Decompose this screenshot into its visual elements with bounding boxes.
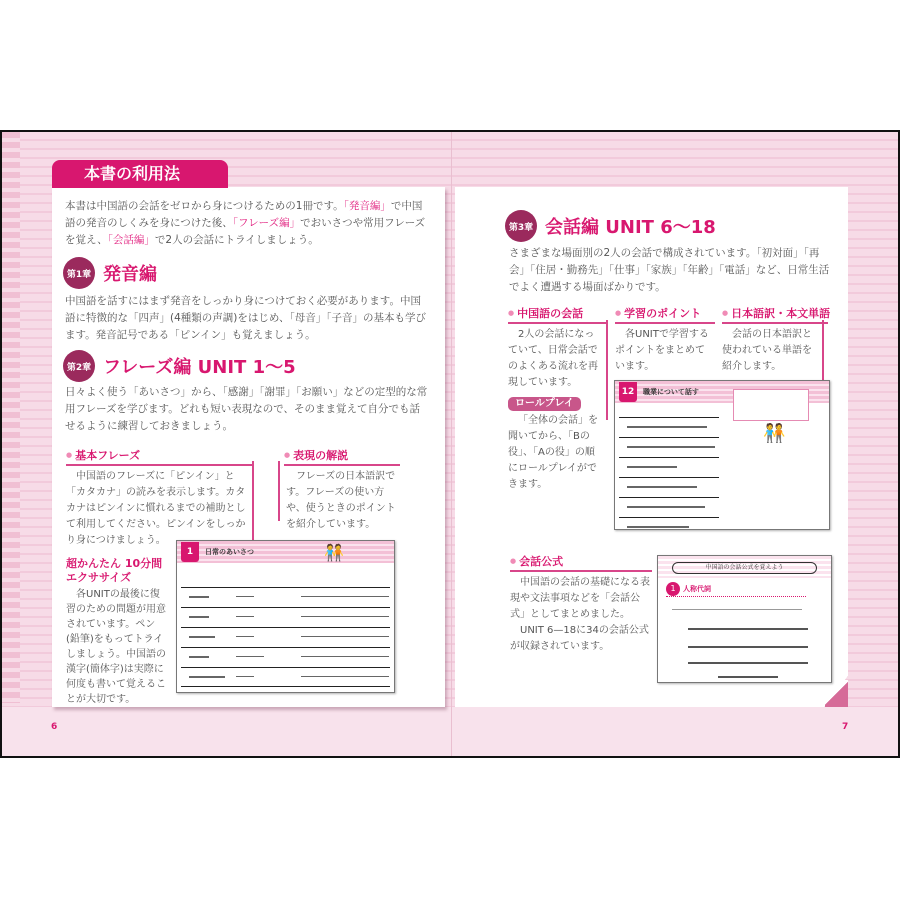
intro-emphasis: 「フレーズ編」: [232, 217, 301, 229]
roleplay-badge: ロールプレイ: [508, 397, 581, 411]
translation-label: ● 日本語訳・本文単語: [722, 305, 828, 324]
chapter-title: 会話編 UNIT 6～18: [545, 217, 716, 238]
exercise-text: 各UNITの最後に復習のための問題が用意されています。ペン(鉛筆)をもってトライしましょう。中国語の漢字(簡体字)は実際に何度も書いて覚えることが大切です。: [66, 589, 166, 705]
page-number: 6: [51, 722, 58, 732]
basic-phrase-label: ● 基本フレーズ: [66, 447, 254, 466]
formula-title: 人称代詞: [683, 585, 711, 593]
formula-column: [510, 553, 652, 655]
chapter-badge: 第3章: [505, 210, 537, 242]
chapter-badge: 第1章: [63, 257, 95, 289]
intro-text: [65, 198, 430, 249]
folded-corner: [825, 680, 848, 707]
formula-page-thumbnail: [657, 555, 832, 683]
point-label: ● 学習のポイント: [615, 305, 715, 324]
expression-column: [284, 447, 400, 533]
page-number: 7: [842, 722, 849, 732]
basic-phrase-column: [66, 447, 248, 707]
chapter1-text: 中国語を話すにはまず発音をしっかり身につけておく必要があります。中国語に特徴的な「四声」(4種類の声調)をはじめ、「母音」「子音」の基本も学びます。発音記号である「ピンイン」も覚えましょう。: [65, 295, 426, 341]
point-column: [615, 305, 715, 375]
intro-text-1: 本書は中国語の会話をゼロから身につけるための1冊です。: [65, 200, 344, 212]
intro-text-2: で中国語の発音のしくみを身につけた後、: [65, 200, 423, 229]
expression-text: フレーズの日本語訳です。フレーズの使い方や、使うときのポイントを紹介しています。: [286, 471, 396, 530]
basic-phrase-text: 中国語のフレーズに「ピンイン」と「カタカナ」の読みを表示します。カタカナはピンインに慣れるまでの補助として利用してください。ピンインをしっかり身につけましょう。: [66, 471, 246, 546]
intro-emphasis: 「発音編」: [343, 200, 391, 212]
conversation-label: ● 中国語の会話: [508, 305, 606, 324]
connector-line: [606, 320, 608, 420]
connector-line: [822, 320, 824, 380]
sample-page-thumbnail: [614, 380, 830, 530]
unit-title: 日常のあいさつ: [205, 548, 254, 556]
exercise-label: 超かんたん 10分間 エクササイズ: [66, 557, 163, 584]
conversation-text: 2人の会話になっていて、日常会話でのよくある流れを再現しています。: [508, 329, 598, 388]
chapter-title: 発音編: [103, 264, 157, 285]
chapter3-text: さまざまな場面別の2人の会話で構成されています。「初対面」「再会」「住居・勤務先」「仕事」「家族」「年齢」「電話」など、日常生活でよく遭遇する場面ばかりです。: [509, 247, 830, 293]
formula-text-count: UNIT 6—18に34の会話公式が収録されています。: [510, 625, 649, 652]
point-text: 各UNITで学習するポイントをまとめています。: [615, 329, 709, 372]
expression-label: ● 表現の解説: [284, 447, 400, 466]
chapter-title: フレーズ編 UNIT 1～5: [103, 357, 296, 378]
translation-text: 会話の日本語訳と使われている単語を紹介します。: [722, 329, 812, 372]
unit-title: 職業について話す: [643, 388, 699, 396]
page-footer-band: [2, 707, 898, 756]
characters-illustration-icon: 🧑‍🤝‍🧑: [324, 542, 344, 562]
point-box: [733, 389, 809, 421]
decorative-stripe: [2, 132, 20, 703]
connector-line: [278, 461, 280, 521]
unit-number: 1: [181, 542, 199, 562]
page-title: 本書の利用法: [52, 160, 228, 188]
chapter2-heading: [63, 350, 296, 382]
intro-text-3: でおいさつや常用フレーズを覚え、: [65, 217, 426, 246]
intro-emphasis: 「会話編」: [107, 234, 155, 246]
characters-illustration-icon: 🧑‍🤝‍🧑: [763, 423, 786, 444]
intro-text-4: で2人の会話にトライしましょう。: [154, 234, 319, 246]
formula-label: ● 会話公式: [510, 553, 652, 572]
chapter2-text: 日々よく使う「あいさつ」から、「感謝」「謝罪」「お願い」などの定型的な常用フレーズを学びます。どれも短い表現なので、そのまま覚えて自分でも話せるように練習しておきましょう。: [65, 386, 428, 432]
chapter1-heading: [63, 257, 157, 289]
chapter3-heading: [505, 210, 716, 242]
formula-header: 中国語の会話公式を覚えよう: [672, 562, 817, 574]
translation-column: [722, 305, 831, 375]
roleplay-text: 「全体の会話」を聞いてから、「Bの役」、「Aの役」の順にロールプレイができます。: [508, 415, 598, 490]
unit-number: 12: [619, 382, 637, 402]
book-gutter: [451, 132, 452, 756]
formula-number: 1: [666, 582, 680, 596]
formula-text: 中国語の会話の基礎になる表現や文法事項などを「会話公式」としてまとめました。: [510, 577, 650, 620]
chapter-badge: 第2章: [63, 350, 95, 382]
conversation-column: [508, 305, 602, 493]
